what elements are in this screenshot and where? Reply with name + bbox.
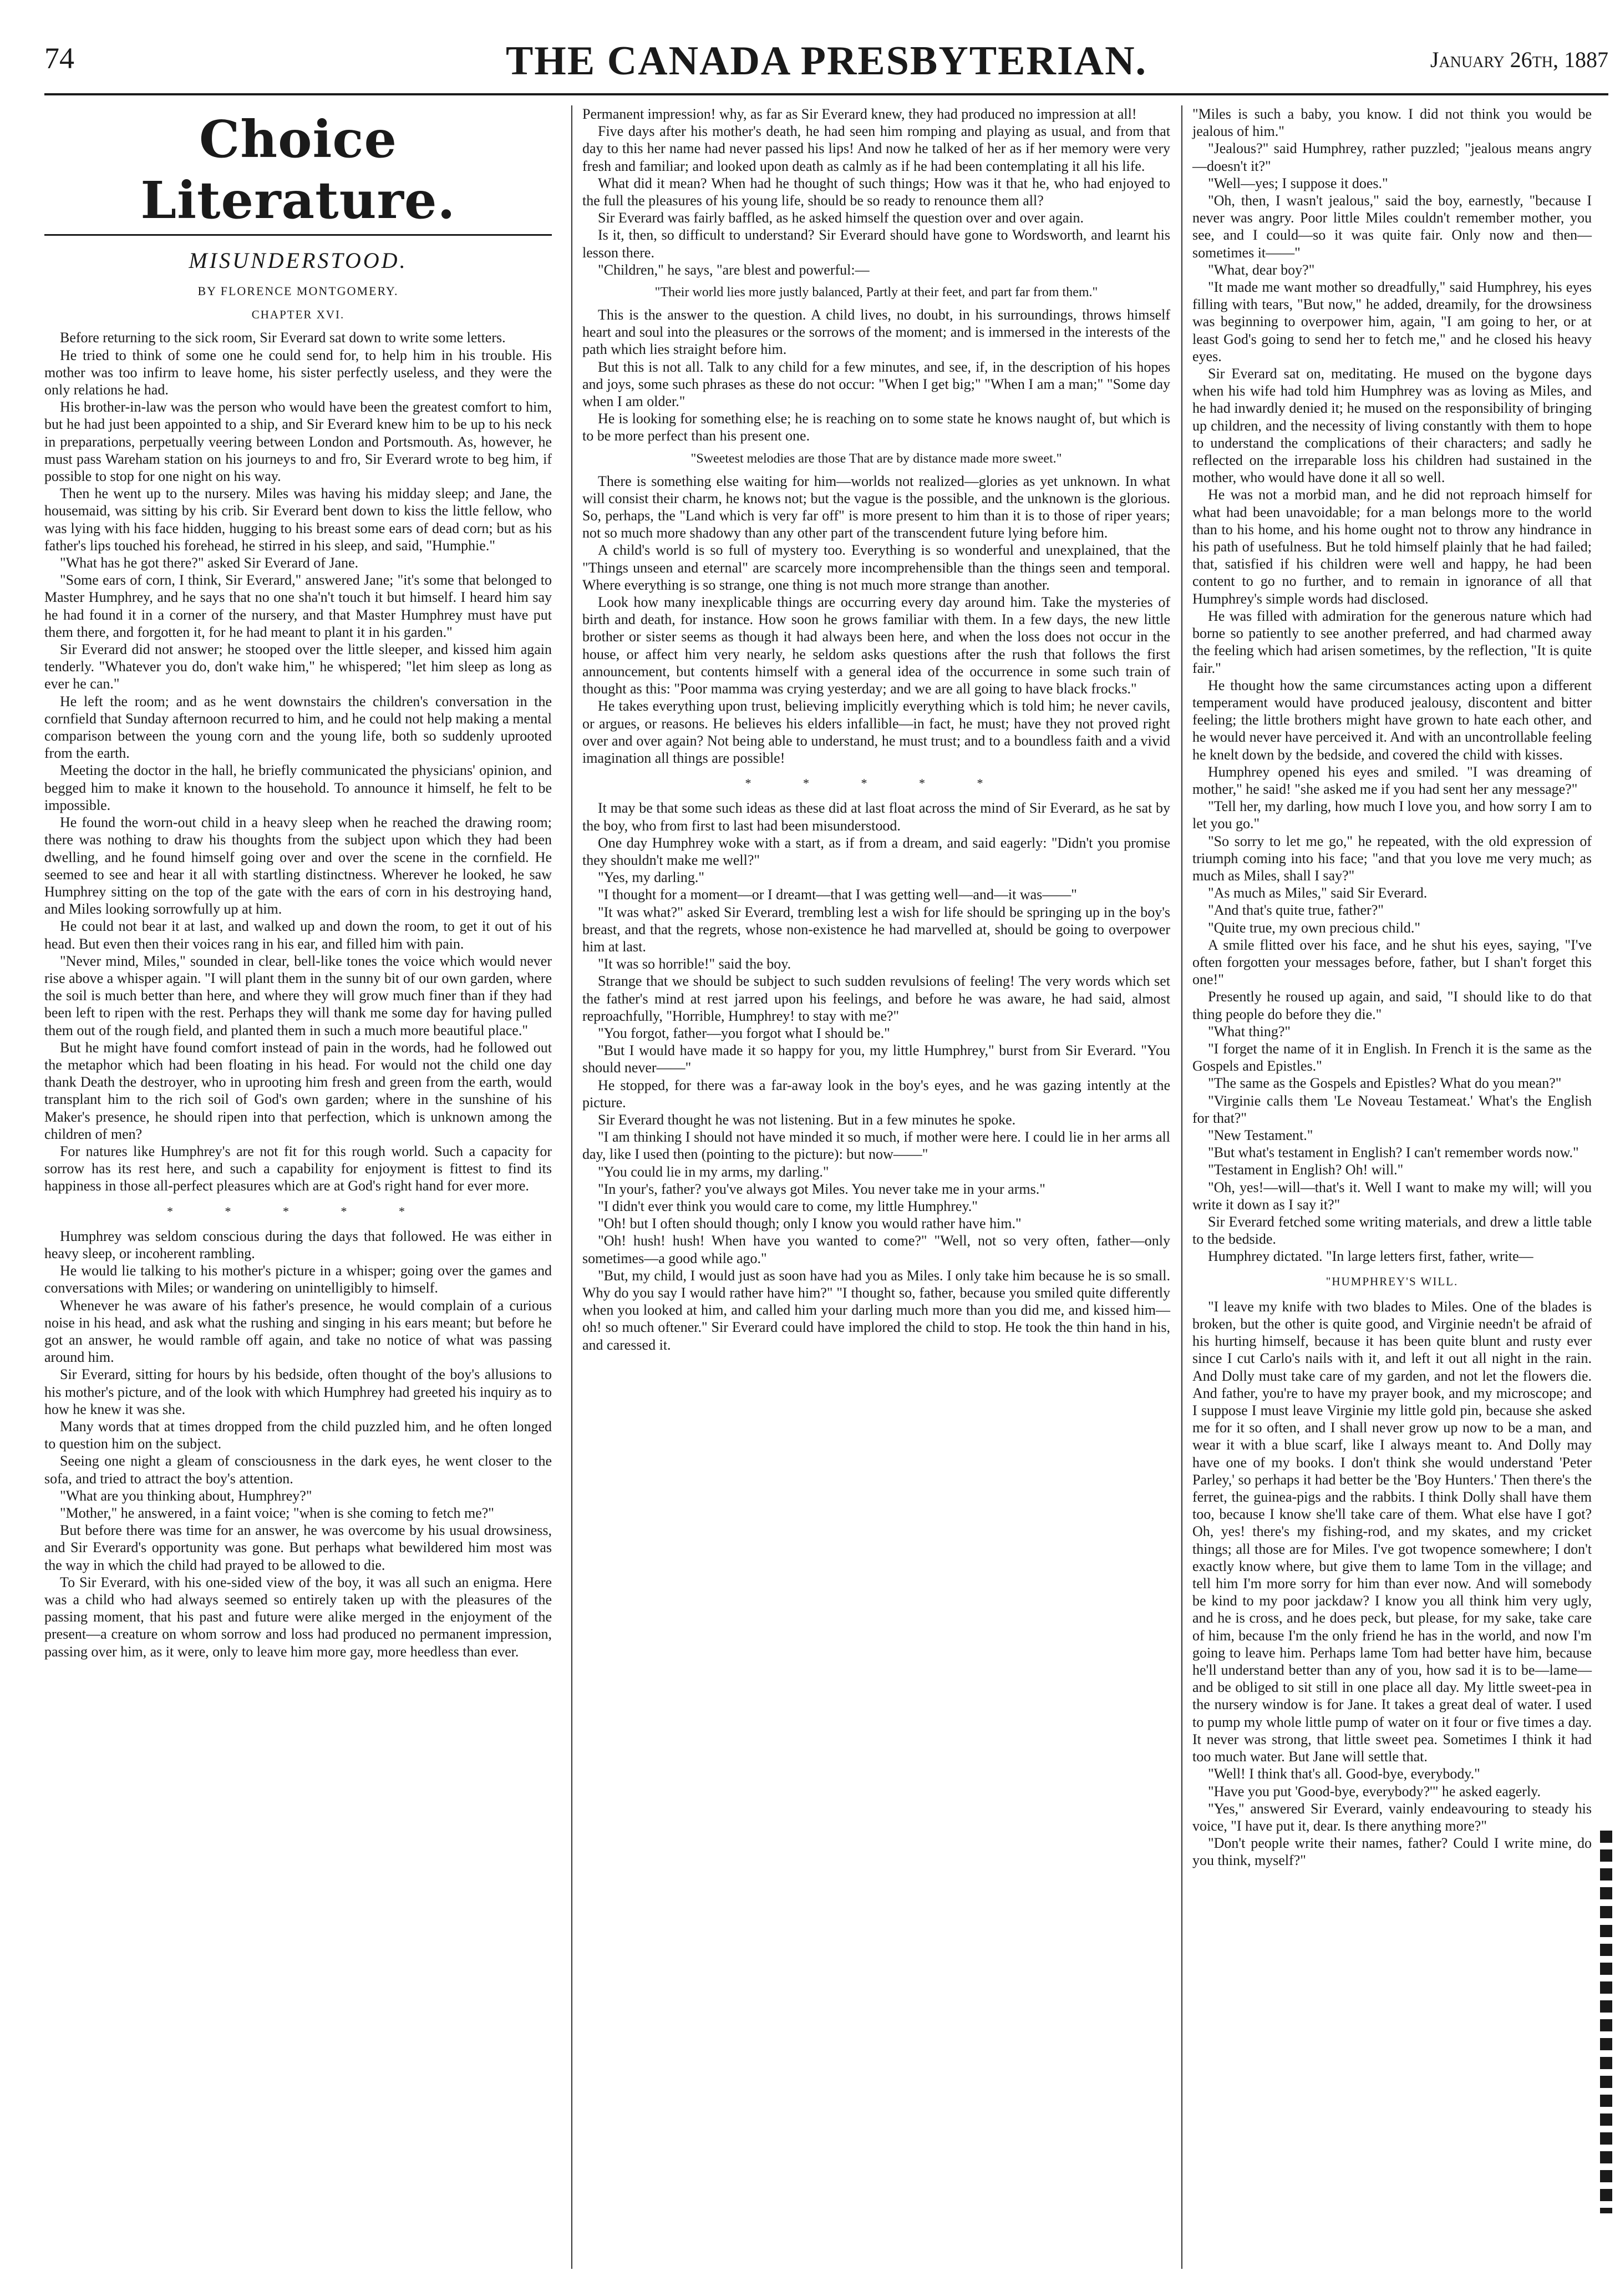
column-3 (1192, 105, 1592, 1869)
paragraph: "What has he got there?" asked Sir Everard of Jane. (60, 555, 359, 571)
paragraph: He left the room; and as he went downstairs the children's conversation in the cornfield that Sunday afternoon recurred to him, and he could not help making a mental comparison between the young corn and the young life, both so suddenly uprooted from the earth. (44, 693, 552, 762)
paragraph: This is the answer to the question. A child lives, no doubt, in his surroundings, throws himself heart and soul into the pleasures or the sorrows of the moment; and is immersed in the interests of the path which lies straight before him. (582, 307, 1170, 358)
header-rule (44, 93, 1608, 95)
paragraph: "Well—yes; I suppose it does." (1208, 175, 1388, 191)
paragraph: "Jealous?" said Humphrey, rather puzzled; "jealous means angry—doesn't it?" (1192, 140, 1592, 174)
paragraph: It may be that some such ideas as these did at last float across the mind of Sir Everard, as he sat by the boy, who from first to last had been misunderstood. (582, 800, 1170, 834)
paragraph: "Quite true, my own precious child." (1208, 919, 1420, 936)
paragraph: "Mother," he answered, in a faint voice; "when is she coming to fetch me?" (60, 1505, 494, 1522)
paragraph: A child's world is so full of mystery too. Everything is so wonderful and unexplained, that the "Things unseen and eternal" are scarcely more incomprehensible than the things seen and temporal. Where everything is so strange, one thing is not much more strange than another. (582, 542, 1170, 593)
paragraph: He thought how the same circumstances acting upon a different temperament would have produced jealousy, discontent and bitter feeling; the little brothers might have grown to hate each other, and he would never have perceived it. And with an uncontrollable feeling he knelt down by the bedside, and covered the child with kisses. (1192, 677, 1592, 763)
paragraph: He found the worn-out child in a heavy sleep when he reached the drawing room; there was nothing to draw his thoughts from the subject upon which they had been dwelling, and he found himself going over and over the scene in the cornfield. He seemed to see and hear it all with startling distinctness. Wherever he looked, he saw Humphrey sitting on the top of the gate with the ears of corn in his destroying hand, and Miles looking sorrowfully up at him. (44, 814, 552, 918)
paragraph: "I didn't ever think you would care to come, my little Humphrey." (598, 1198, 978, 1214)
paragraph: He would lie talking to his mother's picture in a whisper; going over the games and conversations with Miles; or wandering on unintelligibly to himself. (44, 1263, 552, 1296)
paragraph: "Don't people write their names, father? Could I write mine, do you think, myself?" (1192, 1835, 1592, 1869)
will-heading: "HUMPHREY'S WILL. (1326, 1274, 1459, 1288)
paragraph: Meeting the doctor in the hall, he briefly communicated the physicians' opinion, and begged him to make it known to the household. To announce it himself, he felt to be impossible. (44, 762, 552, 813)
paragraph: Seeing one night a gleam of consciousness in the dark eyes, he went closer to the sofa, and tried to attract the boy's attention. (44, 1453, 552, 1487)
paragraph: "Oh, then, I wasn't jealous," said the boy, earnestly, "because I never was angry. Poor little Miles couldn't remember mother, you see, and I could—so it was quite fair. Only now and then—sometimes it——" (1192, 192, 1592, 261)
paragraph: "And that's quite true, father?" (1208, 902, 1384, 919)
column-1 (44, 105, 552, 1660)
paragraph: "Some ears of corn, I think, Sir Everard," answered Jane; "it's some that belonged to Master Humphrey, and he says that no one sha'n't touch it but himself. I heard him say he had found it in a corner of the nursery, and that Master Humphrey must have put them there, and forgotten it, for he had meant to plant it in his garden." (44, 572, 552, 640)
paragraph: "Have you put 'Good-bye, everybody?'" he asked eagerly. (1208, 1783, 1541, 1800)
chapter-heading: CHAPTER XVI. (251, 308, 345, 322)
paragraph: "So sorry to let me go," he repeated, with the old expression of triumph coming into his face; "and that you love me very much; as much as Miles, shall I say?" (1192, 833, 1592, 884)
paragraph: "Tell her, my darling, how much I love you, and how sorry I am to let you go." (1192, 798, 1592, 832)
paragraph: Sir Everard thought he was not listening. But in a few minutes he spoke. (598, 1111, 1016, 1128)
paragraph: "You forgot, father—you forgot what I should be." (598, 1025, 890, 1041)
page-header (44, 33, 1608, 100)
paragraph: "But what's testament in English? I can't remember words now." (1208, 1144, 1579, 1161)
story-title: MISUNDERSTOOD. (189, 248, 408, 273)
paragraph: His brother-in-law was the person who would have been the greatest comfort to him, but he had just been appointed to a ship, and Sir Everard knew him to be up to his neck in preparations, perpetually veering between London and Portsmouth. As, however, he must pass Wareham station on his journeys to and fro, Sir Everard wrote to beg him, if possible to stop for one night on his way. (44, 399, 552, 485)
paragraph: "It was so horrible!" said the boy. (598, 956, 791, 972)
paragraph: Before returning to the sick room, Sir Everard sat down to write some letters. (60, 330, 506, 346)
paragraph: "What thing?" (1208, 1023, 1291, 1040)
paragraph: "It was what?" asked Sir Everard, trembling lest a wish for life should be springing up in the boy's breast, and that the regrets, whose non-existence he had marvelled at, should be going to overpower him at last. (582, 904, 1170, 955)
paragraph: "I leave my knife with two blades to Miles. One of the blades is broken, but the other is quite good, and Virginie needn't be afraid of his hurting himself, because it has been quite blunt and rusty ever since I cut Carlo's nails with it, and left it out all night in the rain. And Dolly must take care of my garden, and not let the flowers die. And father, you're to have my prayer book, and my microscope; and I suppose I must leave Virginie my little gold pin, because she asked me for it so often, and I shall never grow up now to be a man, and wear it with a blue scarf, like I always meant to. And Dolly may have one of my books. I don't think she would understand 'Peter Parley,' so perhaps it had better be the 'Boy Hunters.' Then there's the ferret, the guinea-pigs and the rabbits. I think Dolly shall have them too, because I know she'll take care of them. What else have I got? Oh, yes! there's my fishing-rod, and my skates, and my cricket things; all those are for Miles. I've got twopence somewhere; I don't exactly know where, but give them to lame Tom in the village; and tell him I'm more sorry for him than ever now. And will somebody be kind to my poor jackdaw? I know you all think him very ugly, and he is cross, and he does peck, but please, for my sake, take care of him, because I'm the only friend he has in the world, and now I'm going to leave him. Perhaps lame Tom had better have him, because he'll understand better than any of you, how sad it is to be—lame—and be obliged to sit still in one place all day. My little sweet-pea in the nursery window is for Jane. It takes a great deal of water. I used to pump my whole little pump of water on it four or five times a day. It never was strong, that little sweet pea. Sometimes I think it had too much water. But Jane will settle that. (1192, 1298, 1592, 1765)
page-number: 74 (44, 42, 74, 75)
paragraph: "In your's, father? you've always got Miles. You never take me in your arms." (598, 1180, 1045, 1197)
paragraph: He tried to think of some one he could send for, to help him in his trouble. His mother was too infirm to leave home, his sister perfectly useless, and they were the only relations he had. (44, 347, 552, 398)
paragraph: "Oh! but I often should though; only I know you would rather have him." (598, 1215, 1022, 1232)
byline: BY FLORENCE MONTGOMERY. (197, 284, 399, 298)
paragraph: "I forget the name of it in English. In French it is the same as the Gospels and Epistles." (1192, 1040, 1592, 1074)
paragraph: He is looking for something else; he is reaching on to some state he knows naught of, but which is to be more perfect than his present one. (582, 410, 1170, 444)
paragraph: "What, dear boy?" (1208, 261, 1315, 278)
paragraph: Presently he roused up again, and said, "I should like to do that thing people do before they die." (1192, 989, 1592, 1022)
paragraph: What did it mean? When had he thought of such things; How was it that he, who had enjoyed to the full the pleasures of his young life, should be so ready to renounce them all? (582, 175, 1170, 209)
paragraph: A smile flitted over his face, and he shut his eyes, saying, "I've often forgotten your messages before, father, but I shan't forget this one!" (1192, 936, 1592, 988)
paragraph: "Virginie calls them 'Le Noveau Testameat.' What's the English for that?" (1192, 1092, 1592, 1126)
paragraph: Humphrey was seldom conscious during the days that followed. He was either in heavy sleep, or incoherent rambling. (44, 1228, 552, 1261)
paragraph: But he might have found comfort instead of pain in the words, had he followed out the metaphor which had been floating in his head. For would not the child one day thank Death the destroyer, who in uprooting him fresh and green from the earth, would transplant him to the rich soil of God's own garden; where in the sunshine of his Maker's presence, he should ripen into that perfection, which is unknown among the children of men? (44, 1039, 552, 1142)
paragraph: "But I would have made it so happy for you, my little Humphrey," burst from Sir Everard. "You should never——" (582, 1042, 1170, 1076)
paragraph: But before there was time for an answer, he was overcome by his usual drowsiness, and Sir Everard's opportunity was gone. But perhaps what bewildered him most was the way in which the child had prayed to be allowed to die. (44, 1522, 552, 1573)
paragraph: Humphrey opened his eyes and smiled. "I was dreaming of mother," he said! "she asked me if you had sent her any message?" (1192, 763, 1592, 797)
edge-marks (1600, 1831, 1612, 2213)
paragraph: But this is not all. Talk to any child for a few minutes, and see, if, in the description of his hopes and joys, some such phrases as these do not occur: "When I get big;" "When I am a man;" "Some day when I am older." (582, 358, 1170, 410)
paragraph: "Miles is such a baby, you know. I did not think you would be jealous of him." (1192, 106, 1592, 140)
column-2 (582, 105, 1170, 1354)
paragraph: Many words that at times dropped from the child puzzled him, and he often longed to question him on the subject. (44, 1418, 552, 1452)
section-break: * * * * * (167, 1204, 429, 1218)
paragraph: "Oh, yes!—will—that's it. Well I want to make my will; will you write it down as I say it?" (1192, 1179, 1592, 1213)
paragraph: He takes everything upon trust, believing implicitly everything which is told him; he never cavils, or argues, or reasons. He believes his elders infallible—in fact, he must; have they not proved right over and over again? Not being able to understand, he must trust; and to a boundless faith and a vivid imagination all things are possible! (582, 698, 1170, 766)
paragraph: "Well! I think that's all. Good-bye, everybody." (1208, 1766, 1480, 1782)
issue-date: January 26th, 1887 (1430, 47, 1608, 72)
column-divider (1181, 105, 1182, 2269)
paragraph: "Never mind, Miles," sounded in clear, bell-like tones the voice which would never rise above a whisper again. "I will plant them in the sunny bit of our own garden, where the soil is much better than here, and where they will grow much finer than if they had been left to ripen with the rest. Perhaps they will thank me some day for having pulled them out of the rough field, and planted them in such a much more beautiful place." (44, 952, 552, 1038)
column-divider (571, 105, 572, 2269)
paragraph: Is it, then, so difficult to understand? Sir Everard should have gone to Wordsworth, and learnt his lesson there. (582, 227, 1170, 261)
paragraph: "Yes, my darling." (598, 869, 704, 886)
paragraph: "It made me want mother so dreadfully," said Humphrey, his eyes filling with tears, "But now," he added, dreamily, for the drowsiness was beginning to overpower him, again, "I am going to her, or at least God's going to send her to fetch me," and he closed his heavy eyes. (1192, 279, 1592, 364)
paragraph: There is something else waiting for him—worlds not realized—glories as yet unknown. In what will consist their charm, he knows not; but the vague is the possible, and the unknown is the glorious. So, perhaps, the "Land which is very far off" is more present to him than it is to those of riper years; not so much more shadowy than any other part of the transcendent future lying before him. (582, 473, 1170, 541)
paragraph: Look how many inexplicable things are occurring every day around him. Take the mysteries of birth and death, for instance. How soon he grows familiar with them. In a few days, the new little brother or sister seems as though it had always been here, and when the loss does not occur in the house, or affect him very nearly, he seldom asks questions after the rush that follows the first announcement, but contents himself with a general idea of the occurrence in some such train of thought as this: "Poor mamma was crying yesterday; and we are all going to have black frocks." (582, 594, 1170, 697)
paragraph: Whenever he was aware of his father's presence, he would complain of a curious noise in his head, and ask what the rushing and singing in his ears meant; but before he got an answer, he would ramble off again, and take no notice of what was passing around him. (44, 1297, 552, 1366)
section-title: Choice Literature. (140, 109, 456, 230)
paragraph: He could not bear it at last, and walked up and down the room, to get it out of his head. But even then their voices rang in his ear, and filled him with pain. (44, 918, 552, 952)
paragraph: Sir Everard did not answer; he stooped over the little sleeper, and kissed him again tenderly. "Whatever you do, don't wake him," he whispered; "let him sleep as long as ever he can." (44, 641, 552, 692)
paragraph: "You could lie in my arms, my darling." (598, 1163, 829, 1180)
title-rule (44, 234, 552, 236)
paragraph: "I thought for a moment—or I dreamt—that I was getting well—and—it was——" (598, 886, 1077, 903)
paragraph: Sir Everard sat on, meditating. He mused on the bygone days when his wife had told him Humphrey was as loving as Miles, and he had inwardly denied it; he mused on the responsibility of bringing up children, and the necessity of living constantly with them to hope to understand the complications of their characters; and sadly he reflected on the irreparable loss his children had sustained in the mother, who would have done it all so well. (1192, 366, 1592, 486)
masthead: THE CANADA PRESBYTERIAN. (505, 38, 1147, 84)
paragraph: For natures like Humphrey's are not fit for this rough world. Such a capacity for sorrow has its rest here, and such a capability for enjoyment is fittest to find its happiness in those all-perfect pleasures which are at God's right hand for ever more. (44, 1143, 552, 1194)
paragraph: One day Humphrey woke with a start, as if from a dream, and said eagerly: "Didn't you promise they shouldn't make me well?" (582, 834, 1170, 868)
section-break: * * * * * (745, 776, 1008, 790)
paragraph: "Yes," answered Sir Everard, vainly endeavouring to steady his voice, "I have put it, dear. Is there anything more?" (1192, 1800, 1592, 1834)
paragraph: Five days after his mother's death, he had seen him romping and playing as usual, and from that day to this her name had never passed his lips! And now he talked of her as if her memory were very fresh and familiar; and looked upon death as calmly as if he had been contemplating it all his life. (582, 123, 1170, 174)
paragraph: "As much as Miles," said Sir Everard. (1208, 885, 1428, 901)
paragraph: Sir Everard fetched some writing materials, and drew a little table to the bedside. (1192, 1214, 1592, 1248)
paragraph: Humphrey dictated. "In large letters first, father, write— (1208, 1248, 1533, 1265)
paragraph: He stopped, for there was a far-away look in the boy's eyes, and he was gazing intently at the picture. (582, 1077, 1170, 1111)
paragraph: "Oh! hush! hush! When have you wanted to come?" "Well, not so very often, father—only sometimes—a good while ago." (582, 1233, 1170, 1266)
paragraph: Then he went up to the nursery. Miles was having his midday sleep; and Jane, the housemaid, was sitting by his crib. Sir Everard bent down to kiss the little fellow, who was lying with his face hidden, hugging to his breast some ears of dead corn; but as his father's lips touched his forehead, he stirred in his sleep, and said, "Humphie." (44, 485, 552, 554)
paragraph: Sir Everard, sitting for hours by his bedside, often thought of the boy's allusions to his mother's picture, and of the look with which Humphrey had greeted his inquiry as to how he knew it was she. (44, 1366, 552, 1417)
paragraph: "But, my child, I would just as soon have had you as Miles. I only take him because he is so small. Why do you say I would rather have him?" "I thought so, father, because you smiled quite differently when you looked at him, and called him your darling much more than you did me, and kissed him—oh! so much oftener." Sir Everard could have implored the child to stop. He took the thin hand in his, and caressed it. (582, 1267, 1170, 1353)
poem-quote: "Sweetest melodies are those That are by distance made more sweet." (690, 451, 1062, 466)
paragraph: "I am thinking I should not have minded it so much, if mother were here. I could lie in her arms all day, like I used then (pointing to the picture): but now——" (582, 1129, 1170, 1163)
paragraph: Sir Everard was fairly baffled, as he asked himself the question over and over again. (598, 210, 1084, 226)
paragraph: "Children," he says, "are blest and powerful:— (598, 261, 870, 278)
paragraph: To Sir Everard, with his one-sided view of the boy, it was all such an enigma. Here was a child who had always seemed so entirely taken up with the pleasures of the passing moment, that his past and future were alike merged in the enjoyment of the present—a creature on whom sorrow and loss had produced no permanent impression, passing over him, as it were, only to leave him more gay, more heedless than ever. (44, 1574, 552, 1660)
paragraph: He was filled with admiration for the generous nature which had borne so patiently to see another preferred, and had charmed away the feeling which had arisen sometimes, by the reflection, "It is quite fair." (1192, 607, 1592, 676)
paragraph: "The same as the Gospels and Epistles? What do you mean?" (1208, 1075, 1562, 1092)
paragraph: "Testament in English? Oh! will." (1208, 1162, 1404, 1178)
poem-quote: "Their world lies more justly balanced, Partly at their feet, and part far from them." (654, 285, 1098, 300)
paragraph: "New Testament." (1208, 1127, 1313, 1143)
paragraph: "What are you thinking about, Humphrey?" (60, 1487, 312, 1504)
paragraph: Permanent impression! why, as far as Sir Everard knew, they had produced no impression at all! (582, 106, 1137, 122)
paragraph: He was not a morbid man, and he did not reproach himself for what had been unavoidable; for a man belongs more to the world than to his home, and his home ought not to throw any hindrance in his path of usefulness. But he told himself plainly that he had failed; that, satisfied if his children were well and happy, he had been content to go no further, and to remain in ignorance of all that Humphrey's simple words had disclosed. (1192, 486, 1592, 607)
paragraph: Strange that we should be subject to such sudden revulsions of feeling! The very words which set the father's mind at rest jarred upon his feelings, and before he was aware, he had said, almost reproachfully, "Horrible, Humphrey! to stay with me?" (582, 973, 1170, 1024)
